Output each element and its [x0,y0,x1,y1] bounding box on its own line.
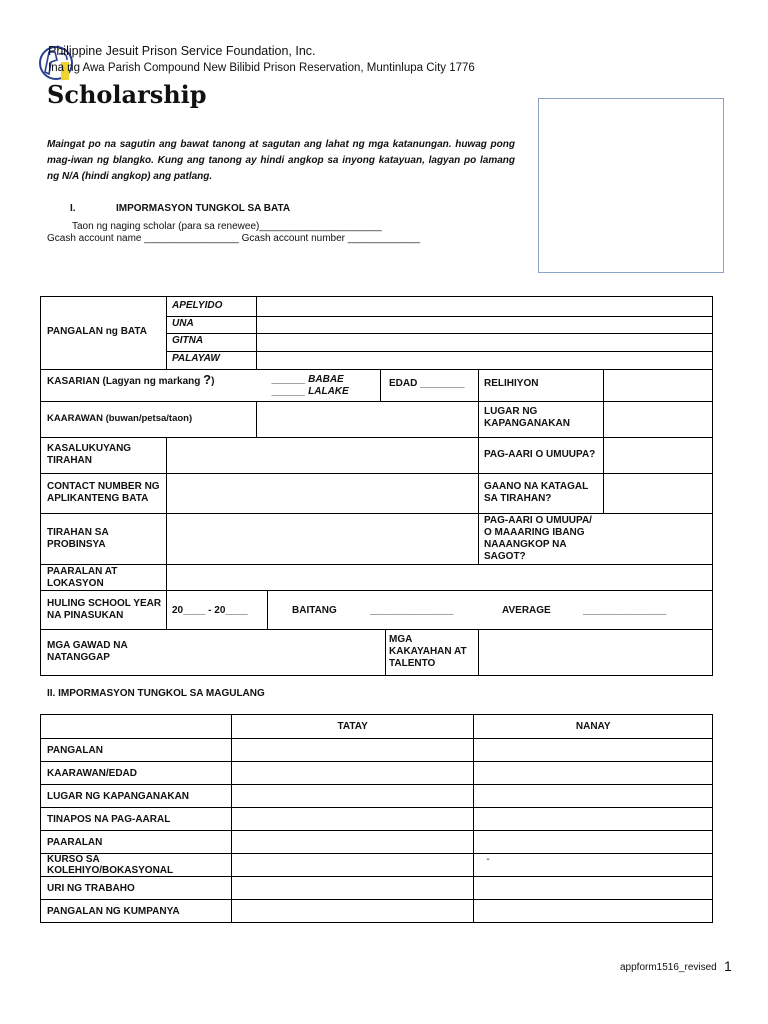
cell-nanay[interactable] [474,854,713,877]
field-edad[interactable]: EDAD ________ [389,378,465,389]
option-babae[interactable]: ______ BABAE [272,374,344,385]
label-pangalan-bata: PANGALAN ng BATA [47,326,147,337]
row-label: KURSO SA KOLEHIYO/BOKASYONAL [41,854,232,877]
row-label: URI NG TRABAHO [41,877,232,900]
cell-nanay[interactable] [474,739,713,762]
organization-name: Philippine Jesuit Prison Service Foundation, Inc. [48,44,316,58]
input-gaano[interactable] [604,473,712,512]
input-kaarawan[interactable] [256,402,476,436]
row-label: PANGALAN [41,739,232,762]
row-label: LUGAR NG KAPANGANAKAN [41,785,232,808]
label-lugar-kapanganakan: LUGAR NG KAPANGANAKAN [484,406,570,429]
section1-number: I. [70,203,76,214]
cell-nanay[interactable] [474,785,713,808]
input-una[interactable] [256,316,712,332]
label-mga-gawad: MGA GAWAD NA NATANGGAP [47,640,128,663]
row-label: KAARAWAN/EDAD [41,762,232,785]
input-pagaari-probinsya[interactable] [604,513,712,563]
label-pagaari: PAG-AARI O UMUUPA? [484,449,596,460]
field-average[interactable]: _______________ [583,605,667,616]
row-label: PANGALAN NG KUMPANYA [41,900,232,923]
input-pagaari[interactable] [604,437,712,472]
section1-heading [70,203,290,214]
instructions: Maingat po na sagutin ang bawat tanong at sagutan ang lahat ng mga katanungan. huwag pong mag-iwan ng blangko. Kung ang tanong ay hindi angkop sa inyong katayuan, lagyan po lamang ng N/A (hindi angkop) ang patlang. [47,139,515,182]
cell-tatay[interactable] [231,785,474,808]
cell-nanay[interactable] [474,900,713,923]
stray-mark: - [486,854,490,865]
label-paaralan-lokasyon: PAARALAN AT LOKASYON [47,566,118,589]
scholar-year-field[interactable]: Taon ng naging scholar (para sa renewee)______________________ [72,221,382,232]
table-row [41,785,713,808]
field-year-range[interactable]: 20____ - 20____ [172,605,248,616]
row-label: TINAPOS NA PAG-AARAL [41,808,232,831]
label-kaarawan: KAARAWAN (buwan/petsa/taon) [47,413,193,424]
label-pagaari-probinsya: PAG-AARI O UMUUPA/ O MAAARING IBANG NAAANGKOP NA SAGOT? [484,515,592,562]
table-row [41,900,713,923]
cell-tatay[interactable] [231,877,474,900]
cell-tatay[interactable] [231,854,474,877]
input-paaralan[interactable] [166,564,712,589]
header-blank [41,715,232,739]
check-mark-icon: ? [203,372,212,387]
label-palayaw: PALAYAW [172,353,220,364]
label-average: AVERAGE [502,605,551,616]
input-gawad[interactable] [166,629,384,675]
table-row [41,762,713,785]
label-kasarian: KASARIAN (Lagyan ng markang ?) [47,372,215,387]
table-row [41,831,713,854]
organization-address: Ina ng Awa Parish Compound New Bilibid Prison Reservation, Muntinlupa City 1776 [48,62,475,74]
cell-nanay[interactable] [474,831,713,854]
cell-nanay[interactable] [474,762,713,785]
label-gitna: GITNA [172,335,204,346]
label-baitang: BAITANG [292,605,337,616]
cell-nanay[interactable] [474,877,713,900]
label-tirahan-probinsya: TIRAHAN SA PROBINSYA [47,527,109,550]
cell-nanay[interactable] [474,808,713,831]
input-relihiyon[interactable] [604,370,712,400]
form-code: appform1516_revised [620,962,717,973]
input-tirahan[interactable] [166,437,476,472]
field-baitang[interactable]: _______________ [370,605,454,616]
row-label: PAARALAN [41,831,232,854]
input-gitna[interactable] [256,333,712,350]
gcash-fields[interactable]: Gcash account name _________________ Gcash account number _____________ [47,233,421,244]
label-huling-school-year: HULING SCHOOL YEAR NA PINASUKAN [47,598,162,621]
table-row [41,808,713,831]
label-kasalukuyang-tirahan: KASALUKUYANG TIRAHAN [47,443,132,466]
label-apelyido: APELYIDO [172,300,223,311]
table-row [41,739,713,762]
header-nanay: NANAY [474,715,713,739]
cell-tatay[interactable] [231,900,474,923]
input-lugar[interactable] [604,402,712,436]
page-title: Scholarship [47,80,207,109]
label-una: UNA [172,318,194,329]
table-row [41,854,713,877]
parents-table [40,714,713,923]
input-kakayahan[interactable] [478,629,712,675]
table-row [41,877,713,900]
section1-title: IMPORMASYON TUNGKOL SA BATA [116,203,291,214]
section2-heading: II. IMPORMASYON TUNGKOL SA MAGULANG [47,688,265,699]
label-relihiyon: RELIHIYON [484,378,539,389]
input-apelyido[interactable] [256,297,712,314]
input-palayaw[interactable] [256,351,712,368]
photo-box[interactable] [538,98,724,273]
table-header-row [41,715,713,739]
header-tatay: TATAY [231,715,474,739]
option-lalake[interactable]: ______ LALAKE [272,386,349,397]
label-mga-kakayahan: MGA KAKAYAHAN AT TALENTO [389,634,467,669]
label-gaano-katagal: GAANO NA KATAGAL SA TIRAHAN? [484,481,589,504]
page-number: 1 [724,958,732,974]
cell-tatay[interactable] [231,808,474,831]
input-probinsya[interactable] [166,513,476,563]
input-contact[interactable] [166,473,476,512]
cell-tatay[interactable] [231,831,474,854]
cell-tatay[interactable] [231,762,474,785]
label-contact-number: CONTACT NUMBER NG APLIKANTENG BATA [47,481,160,504]
cell-tatay[interactable] [231,739,474,762]
